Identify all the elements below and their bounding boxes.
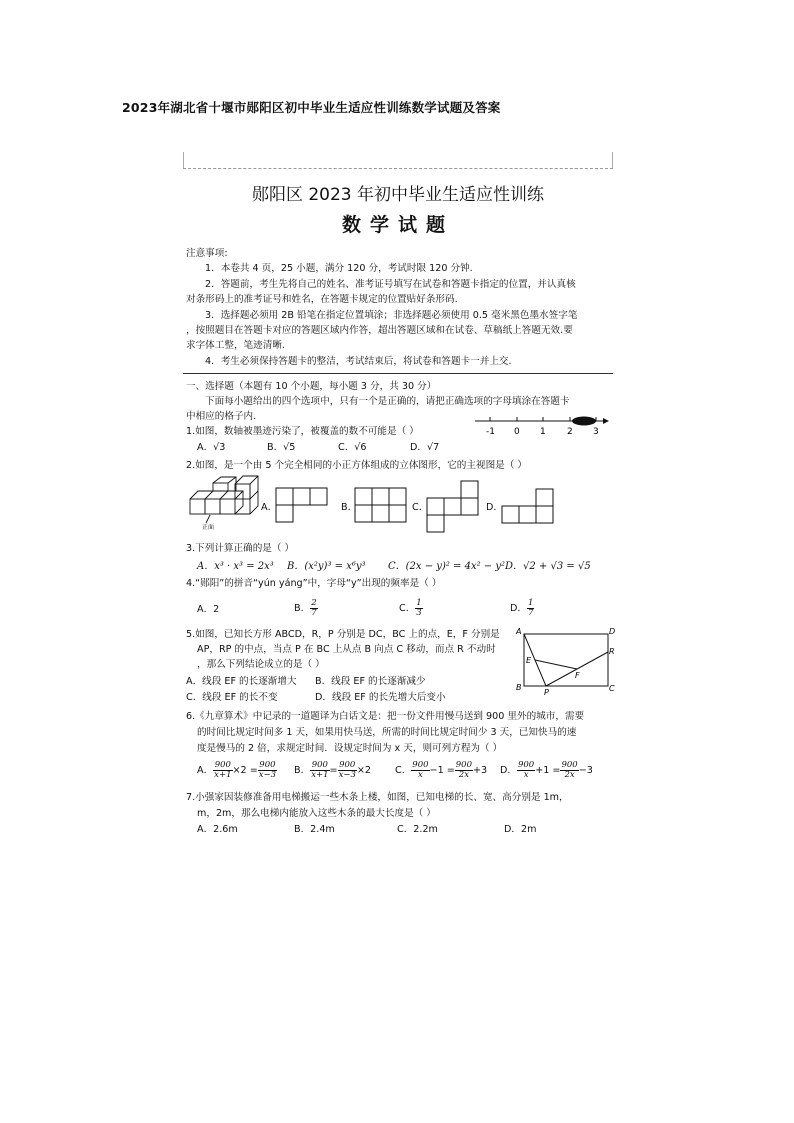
fraction (527, 599, 534, 618)
q7-option-b: B．2.4m (294, 824, 335, 835)
q6-option-b (294, 759, 371, 783)
rectangle-abcd-figure (516, 626, 616, 698)
q4-option-c-label: C． (399, 603, 416, 614)
section-intro: 中相应的格子内. (186, 411, 257, 422)
q1-option-b: B．√5 (267, 442, 296, 453)
q5-option-d: D．线段 EF 的长先增大后变小 (315, 692, 446, 703)
fraction (415, 599, 422, 618)
notice-line: 对条形码上的准考证号和姓名，在答题卡规定的位置贴好条形码. (186, 294, 458, 305)
q7-option-c: C．2.2m (397, 824, 438, 835)
q1-option-c: C．√6 (338, 442, 367, 453)
vertex-label: A (516, 627, 522, 636)
section-heading: 一、选择题（本题有 10 个小题，每小题 3 分，共 30 分） (186, 381, 437, 392)
denominator: x−3 (338, 769, 356, 780)
operator: +1 = (535, 765, 561, 776)
scanned-exam-page (183, 150, 616, 845)
fraction (517, 761, 535, 780)
front-label: 正面 (202, 524, 215, 531)
notice-line: 求字体工整，笔迹清晰. (186, 340, 285, 351)
q4-option-a: A．2 (197, 604, 220, 615)
denominator: x+1 (214, 769, 232, 780)
operator: ×2 (356, 765, 372, 776)
q3-text: 3.下列计算正确的是（ ） (186, 543, 295, 554)
numerator: 1 (527, 597, 534, 608)
fraction (560, 761, 578, 780)
q3-option-b: B．(x²y)³ = x⁶y³ (287, 561, 366, 572)
q4-option-b (294, 597, 318, 621)
section-intro: 下面每小题给出的四个选项中，只有一个是正确的，请把正确选项的字母填涂在答题卡 (205, 396, 570, 407)
q2-option-d-view (501, 488, 559, 528)
operator: −3 (578, 765, 593, 776)
q3-option-c: C．(2x − y)² = 4x² − y² (388, 561, 505, 572)
dashed-border (183, 150, 613, 169)
q4-option-d (510, 597, 534, 621)
exam-subtitle: 数学试题 (341, 214, 454, 236)
numerator: 1 (416, 597, 422, 608)
q7-text: m，2m，那么电梯内能放入这些木条的最大长度是（ ） (197, 808, 436, 819)
denominator: x−3 (258, 769, 277, 780)
numerator: 900 (311, 759, 328, 770)
tick-label: 1 (540, 427, 546, 437)
vertex-label: C (609, 684, 615, 693)
q4-text: 4.“郧阳”的拼音“yún yáng”中，字母“y”出现的频率是（ ） (186, 578, 442, 589)
fraction (258, 761, 277, 780)
vertex-label: B (516, 683, 522, 692)
q4-option-c (399, 597, 423, 621)
tick-label: -1 (486, 427, 495, 437)
numerator: 900 (455, 759, 472, 770)
q7-option-a: A．2.6m (197, 824, 238, 835)
numerator: 900 (259, 759, 276, 770)
operator: +3 (473, 765, 488, 776)
divider (183, 373, 613, 374)
q2-option-a-label: A． (261, 502, 278, 513)
numerator: 900 (214, 759, 231, 770)
option-label: C． (395, 765, 412, 776)
point-label: P (544, 688, 549, 697)
document-title: 2023年湖北省十堰市郧阳区初中毕业生适应性训练数学试题及答案 (122, 100, 501, 115)
q2-option-c-view (426, 480, 482, 532)
notice-line: 1．本卷共 4 页，25 小题，满分 120 分，考试时限 120 分钟. (205, 263, 473, 274)
q2-option-c-label: C． (412, 502, 429, 513)
operator: −1 = (429, 765, 455, 776)
q2-option-b-view (354, 487, 410, 527)
fraction (338, 761, 357, 780)
ink-stain (572, 417, 596, 426)
fraction (310, 599, 317, 618)
denominator: 2x (458, 769, 469, 780)
q2-text: 2.如图，是一个由 5 个完全相同的小正方体组成的立体图形，它的主视图是（ ） (186, 460, 527, 471)
denominator: x+1 (311, 769, 329, 780)
numerator: 900 (517, 759, 535, 770)
q4-option-d-label: D． (510, 603, 527, 614)
option-label: B． (294, 765, 311, 776)
notice-heading: 注意事项: (186, 248, 228, 259)
q1-option-d: D．√7 (410, 442, 440, 453)
q6-text: 的时间比规定时间多 1 天，如果用快马送，所需的时间比规定时间少 3 天，已知快马的速 (197, 727, 577, 738)
denominator: 2x (564, 769, 575, 780)
notice-line: ，按照题目在答题卡对应的答题区域内作答，超出答题区域和在试卷、草稿纸上答题无效.要 (186, 325, 573, 336)
numerator: 900 (412, 759, 429, 770)
fraction (310, 761, 329, 780)
q2-option-b-label: B． (341, 502, 358, 513)
q6-option-a (197, 759, 277, 783)
q5-option-a: A．线段 EF 的长逐渐增大 (186, 676, 297, 687)
q3-option-a: A．x³ · x³ = 2x³ (197, 561, 274, 572)
vertex-label: D (609, 627, 616, 636)
q5-text: AP，RP 的中点，当点 P 在 BC 上从点 B 向点 C 移动，而点 R 不动时 (197, 644, 496, 655)
point-label: E (526, 656, 532, 665)
denominator: 7 (527, 607, 534, 618)
q2-option-d-label: D． (486, 502, 503, 513)
exam-title: 郧阳区 2023 年初中毕业生适应性训练 (251, 185, 545, 205)
notice-line: 4．考生必须保持答题卡的整洁，考试结束后，将试卷和答题卡一并上交. (205, 356, 512, 367)
q1-text: 1.如图，数轴被墨迹污染了，被覆盖的数不可能是（ ） (186, 426, 419, 437)
q7-text: 7.小强家因装修准备用电梯搬运一些木条上楼，如图，已知电梯的长、宽、高分别是 1m， (186, 792, 569, 803)
denominator: 3 (416, 607, 422, 618)
numerator: 900 (339, 759, 356, 770)
fraction (411, 761, 429, 780)
number-line-figure (473, 412, 608, 438)
q6-option-c (395, 759, 487, 783)
q5-option-c: C．线段 EF 的长不变 (186, 692, 278, 703)
q5-text: 5.如图，已知长方形 ABCD，R，P 分别是 DC，BC 上的点，E，F 分别是 (186, 629, 500, 640)
tick-label: 0 (514, 427, 520, 437)
option-label: A． (197, 765, 214, 776)
point-label: R (609, 647, 615, 656)
notice-line: 2．答题前，考生先将自己的姓名、准考证号填写在试卷和答题卡指定的位置，并认真核 (205, 279, 576, 290)
q4-option-b-label: B． (294, 603, 311, 614)
denominator: 7 (311, 607, 317, 618)
cube-solid-figure (188, 477, 258, 531)
tick-label: 2 (567, 427, 573, 437)
point-label: F (575, 671, 580, 680)
numerator: 900 (561, 759, 578, 770)
option-label: D． (500, 765, 517, 776)
q6-text: 度是慢马的 2 倍，求规定时间．设规定时间为 x 天，则可列方程为（ ） (197, 743, 503, 754)
q6-option-d (500, 759, 593, 783)
q2-option-a-view (275, 487, 331, 527)
q7-option-d: D．2m (504, 824, 537, 835)
fraction (213, 761, 232, 780)
denominator: x (418, 769, 423, 780)
notice-line: 3．选择题必须用 2B 铅笔在指定位置填涂；非选择题必须使用 0.5 毫米黑色墨水签字笔 (205, 310, 578, 321)
fraction (455, 761, 473, 780)
q6-text: 6.《九章算术》中记录的一道题译为白话文是：把一份文件用慢马送到 900 里外的城市，需要 (186, 711, 585, 722)
denominator: x (523, 769, 529, 780)
numerator: 2 (311, 597, 317, 608)
q1-option-a: A．√3 (197, 442, 226, 453)
q5-option-b: B．线段 EF 的长逐渐减少 (315, 676, 426, 687)
tick-label: 3 (593, 427, 599, 437)
operator: ×2 = (232, 765, 258, 776)
q5-text: ，那么下列结论成立的是（ ） (197, 659, 325, 670)
operator: = (329, 765, 338, 776)
q3-option-d: D．√2 + √3 = √5 (505, 561, 591, 572)
